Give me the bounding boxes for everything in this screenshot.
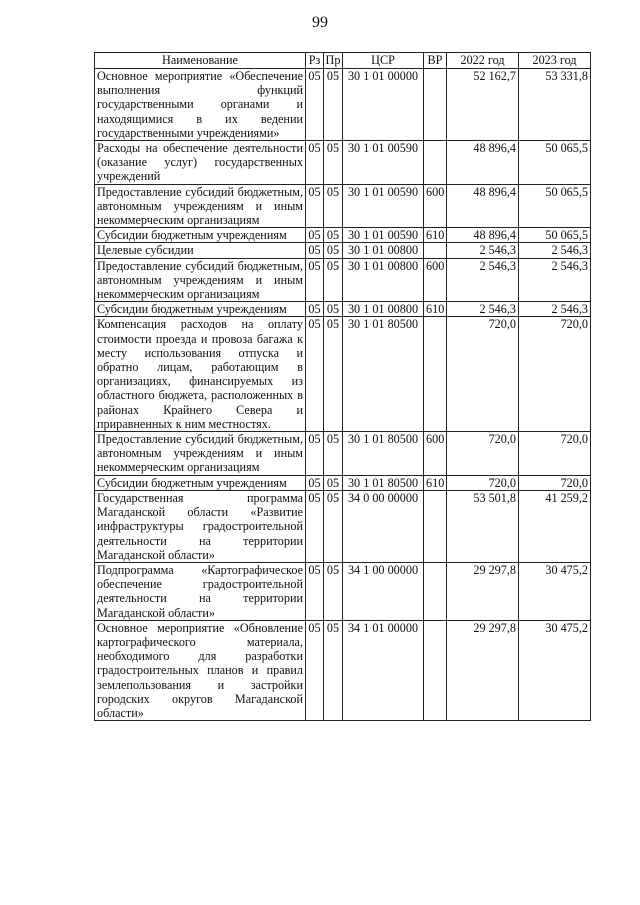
cell-2022: 53 501,8 (447, 490, 519, 562)
table-row (95, 184, 591, 228)
cell-pr: 05 (324, 141, 343, 185)
cell-csr: 30 1 01 00590 (343, 141, 424, 185)
cell-name: Предоставление субсидий бюджетным, автономным учреждениям и иным некоммерческим организациям (95, 432, 306, 476)
cell-vr (424, 317, 447, 432)
cell-vr: 610 (424, 228, 447, 243)
cell-pr: 05 (324, 475, 343, 490)
cell-vr (424, 562, 447, 620)
cell-csr: 30 1 01 80500 (343, 475, 424, 490)
cell-2022: 29 297,8 (447, 562, 519, 620)
table-row (95, 562, 591, 620)
cell-csr: 30 1 01 00590 (343, 184, 424, 228)
cell-2023: 41 259,2 (519, 490, 591, 562)
header-name: Наименование (95, 53, 306, 69)
cell-2023: 53 331,8 (519, 69, 591, 141)
cell-csr: 30 1 01 00000 (343, 69, 424, 141)
cell-rz: 05 (306, 302, 324, 317)
header-vr: ВР (424, 53, 447, 69)
budget-table (94, 52, 591, 721)
cell-2022: 29 297,8 (447, 620, 519, 720)
cell-2023: 50 065,5 (519, 184, 591, 228)
cell-2023: 30 475,2 (519, 562, 591, 620)
cell-pr: 05 (324, 432, 343, 476)
cell-2022: 2 546,3 (447, 243, 519, 258)
cell-name: Субсидии бюджетным учреждениям (95, 475, 306, 490)
cell-name: Субсидии бюджетным учреждениям (95, 302, 306, 317)
cell-csr: 30 1 01 00800 (343, 258, 424, 302)
table-body (95, 69, 591, 721)
cell-2023: 2 546,3 (519, 302, 591, 317)
table-row (95, 69, 591, 141)
cell-rz: 05 (306, 317, 324, 432)
cell-name: Компенсация расходов на оплату стоимости проезда и провоза багажа к месту использования отпуска и обратно лицам, работающим в организациях, финансируемых из областного бюджета, расположенных в районах Крайнего Севера и приравненных к ним местностях. (95, 317, 306, 432)
table-row (95, 258, 591, 302)
cell-rz: 05 (306, 432, 324, 476)
cell-csr: 30 1 01 80500 (343, 317, 424, 432)
cell-name: Целевые субсидии (95, 243, 306, 258)
cell-2022: 2 546,3 (447, 258, 519, 302)
header-2022: 2022 год (447, 53, 519, 69)
table-row (95, 490, 591, 562)
cell-2023: 50 065,5 (519, 141, 591, 185)
cell-csr: 34 1 00 00000 (343, 562, 424, 620)
cell-pr: 05 (324, 258, 343, 302)
cell-2023: 2 546,3 (519, 258, 591, 302)
cell-name: Основное мероприятие «Обновление картографического материала, необходимого для разработки градостроительных планов и правил землепользования и застройки городских округов Магаданской области» (95, 620, 306, 720)
cell-name: Предоставление субсидий бюджетным, автономным учреждениям и иным некоммерческим организациям (95, 258, 306, 302)
cell-pr: 05 (324, 562, 343, 620)
cell-vr (424, 141, 447, 185)
cell-rz: 05 (306, 562, 324, 620)
cell-2023: 720,0 (519, 317, 591, 432)
table-row (95, 243, 591, 258)
cell-pr: 05 (324, 490, 343, 562)
cell-vr: 600 (424, 432, 447, 476)
cell-2022: 720,0 (447, 432, 519, 476)
cell-pr: 05 (324, 243, 343, 258)
table-row (95, 302, 591, 317)
cell-2022: 48 896,4 (447, 228, 519, 243)
cell-vr (424, 243, 447, 258)
cell-2022: 720,0 (447, 317, 519, 432)
cell-vr (424, 490, 447, 562)
cell-rz: 05 (306, 620, 324, 720)
cell-2022: 2 546,3 (447, 302, 519, 317)
cell-pr: 05 (324, 317, 343, 432)
cell-csr: 30 1 01 00800 (343, 243, 424, 258)
cell-name: Государственная программа Магаданской области «Развитие инфраструктуры градостроительной деятельности на территории Магаданской области» (95, 490, 306, 562)
cell-rz: 05 (306, 243, 324, 258)
cell-2022: 52 162,7 (447, 69, 519, 141)
cell-2023: 2 546,3 (519, 243, 591, 258)
cell-2023: 30 475,2 (519, 620, 591, 720)
cell-vr (424, 620, 447, 720)
header-rz: Рз (306, 53, 324, 69)
cell-2023: 720,0 (519, 432, 591, 476)
cell-rz: 05 (306, 258, 324, 302)
table-row (95, 432, 591, 476)
cell-vr: 610 (424, 302, 447, 317)
table-row (95, 228, 591, 243)
cell-rz: 05 (306, 475, 324, 490)
table-row (95, 141, 591, 185)
cell-2023: 50 065,5 (519, 228, 591, 243)
cell-vr: 600 (424, 258, 447, 302)
header-pr: Пр (324, 53, 343, 69)
cell-pr: 05 (324, 184, 343, 228)
cell-rz: 05 (306, 490, 324, 562)
cell-name: Подпрограмма «Картографическое обеспечение градостроительной деятельности на территории Магаданской области» (95, 562, 306, 620)
table-header-row (95, 53, 591, 69)
table-row (95, 475, 591, 490)
cell-vr: 610 (424, 475, 447, 490)
header-2023: 2023 год (519, 53, 591, 69)
cell-rz: 05 (306, 184, 324, 228)
cell-csr: 30 1 01 00590 (343, 228, 424, 243)
cell-2022: 720,0 (447, 475, 519, 490)
page-number: 99 (312, 14, 328, 31)
cell-name: Основное мероприятие «Обеспечение выполнения функций государственными органами и находящимися в их ведении государственными учреждениями» (95, 69, 306, 141)
header-csr: ЦСР (343, 53, 424, 69)
cell-rz: 05 (306, 69, 324, 141)
cell-pr: 05 (324, 228, 343, 243)
cell-pr: 05 (324, 69, 343, 141)
cell-name: Расходы на обеспечение деятельности (оказание услуг) государственных учреждений (95, 141, 306, 185)
cell-name: Субсидии бюджетным учреждениям (95, 228, 306, 243)
cell-name: Предоставление субсидий бюджетным, автономным учреждениям и иным некоммерческим организациям (95, 184, 306, 228)
table-row (95, 620, 591, 720)
cell-2022: 48 896,4 (447, 184, 519, 228)
cell-pr: 05 (324, 620, 343, 720)
cell-rz: 05 (306, 141, 324, 185)
cell-2022: 48 896,4 (447, 141, 519, 185)
cell-rz: 05 (306, 228, 324, 243)
cell-csr: 30 1 01 00800 (343, 302, 424, 317)
table-row (95, 317, 591, 432)
cell-2023: 720,0 (519, 475, 591, 490)
cell-vr: 600 (424, 184, 447, 228)
cell-pr: 05 (324, 302, 343, 317)
cell-csr: 34 1 01 00000 (343, 620, 424, 720)
cell-csr: 34 0 00 00000 (343, 490, 424, 562)
cell-vr (424, 69, 447, 141)
cell-csr: 30 1 01 80500 (343, 432, 424, 476)
